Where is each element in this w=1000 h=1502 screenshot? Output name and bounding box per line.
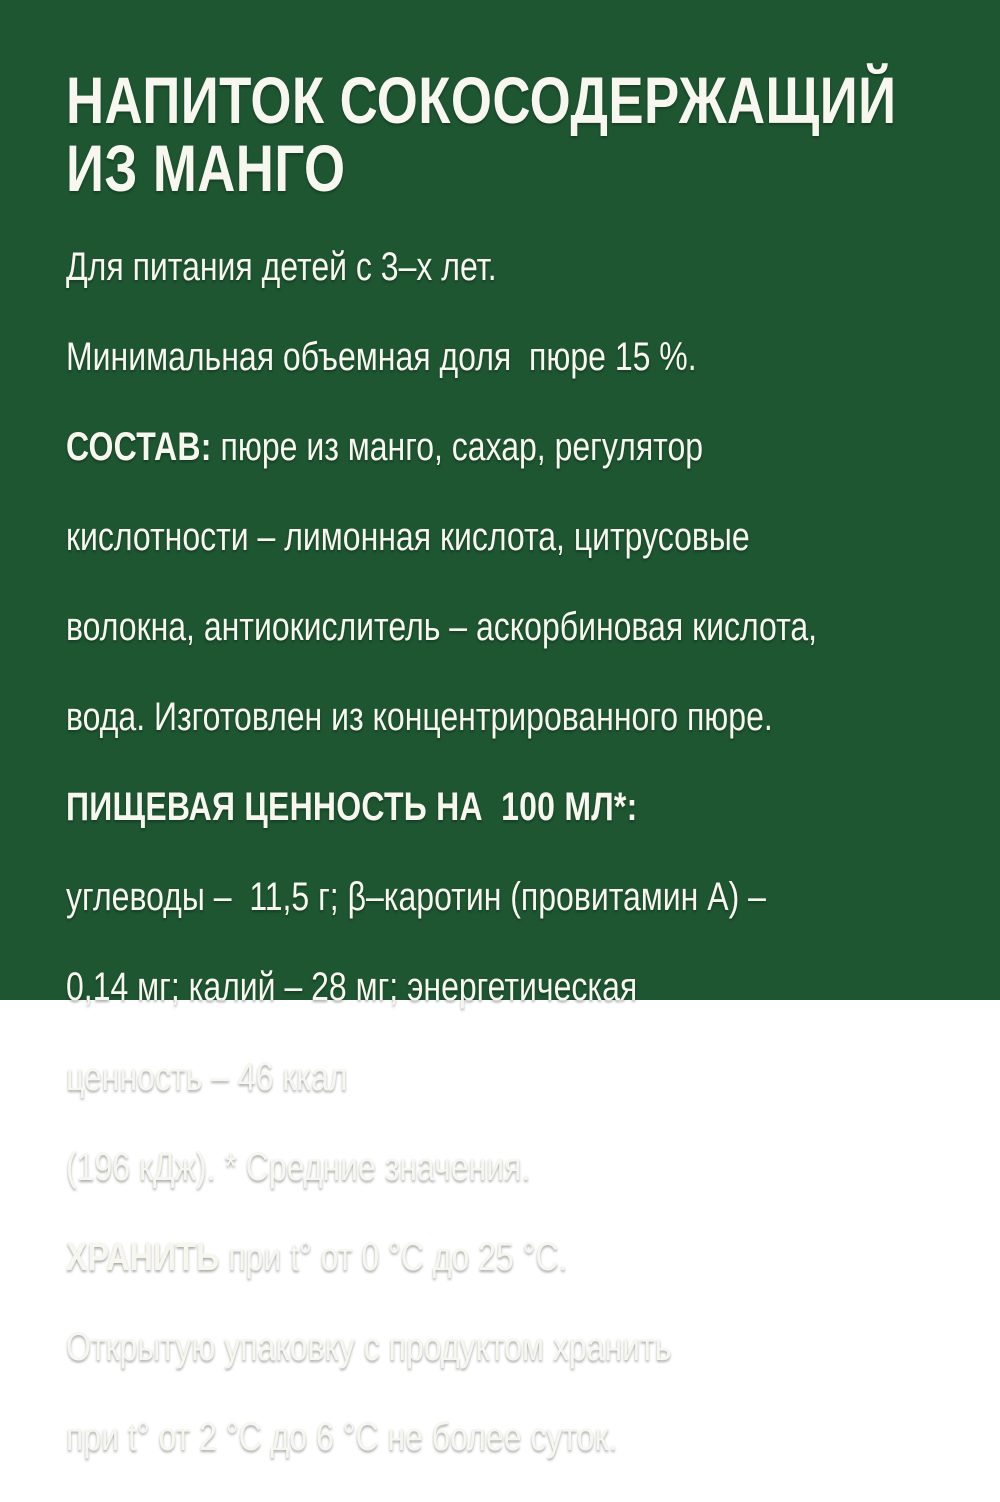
title-line-2: ИЗ МАНГО xyxy=(66,131,346,205)
page-title xyxy=(66,63,994,205)
label-body xyxy=(66,242,994,1462)
label-line-puree-share: Минимальная объемная доля пюре 15 %. xyxy=(66,335,697,379)
label-line-storage-2: Открытую упаковку с продуктом хранить xyxy=(66,1325,672,1369)
label-line-storage-1: ХРАНИТЬ при t° от 0 °С до 25 °С. xyxy=(66,1235,568,1279)
label-line-ingredients-3: волокна, антиокислитель – аскорбиновая кислота, xyxy=(66,605,818,649)
label-line-nutrition-heading: ПИЩЕВАЯ ЦЕННОСТЬ НА 100 МЛ*: xyxy=(66,785,638,829)
label-line-nutrition-4: (196 кДж). * Средние значения. xyxy=(66,1145,531,1189)
label-line-nutrition-1: углеводы – 11,5 г; β–каротин (провитамин А) – xyxy=(66,875,766,919)
label-text-block xyxy=(66,63,994,1502)
label-line-age: Для питания детей с 3–х лет. xyxy=(66,245,497,289)
label-line-ingredients-4: вода. Изготовлен из концентрированного пюре. xyxy=(66,695,773,739)
label-line-nutrition-2: 0,14 мг; калий – 28 мг; энергетическая xyxy=(66,965,638,1009)
label-line-nutrition-3: ценность – 46 ккал xyxy=(66,1055,348,1099)
label-line-ingredients-2: кислотности – лимонная кислота, цитрусовые xyxy=(66,515,750,559)
label-line-storage-3: при t° от 2 °С до 6 °С не более суток. xyxy=(66,1415,618,1459)
title-line-1: НАПИТОК СОКОСОДЕРЖАЩИЙ xyxy=(66,63,897,137)
label-line-ingredients-1: СОСТАВ: пюре из манго, сахар, регулятор xyxy=(66,425,704,469)
